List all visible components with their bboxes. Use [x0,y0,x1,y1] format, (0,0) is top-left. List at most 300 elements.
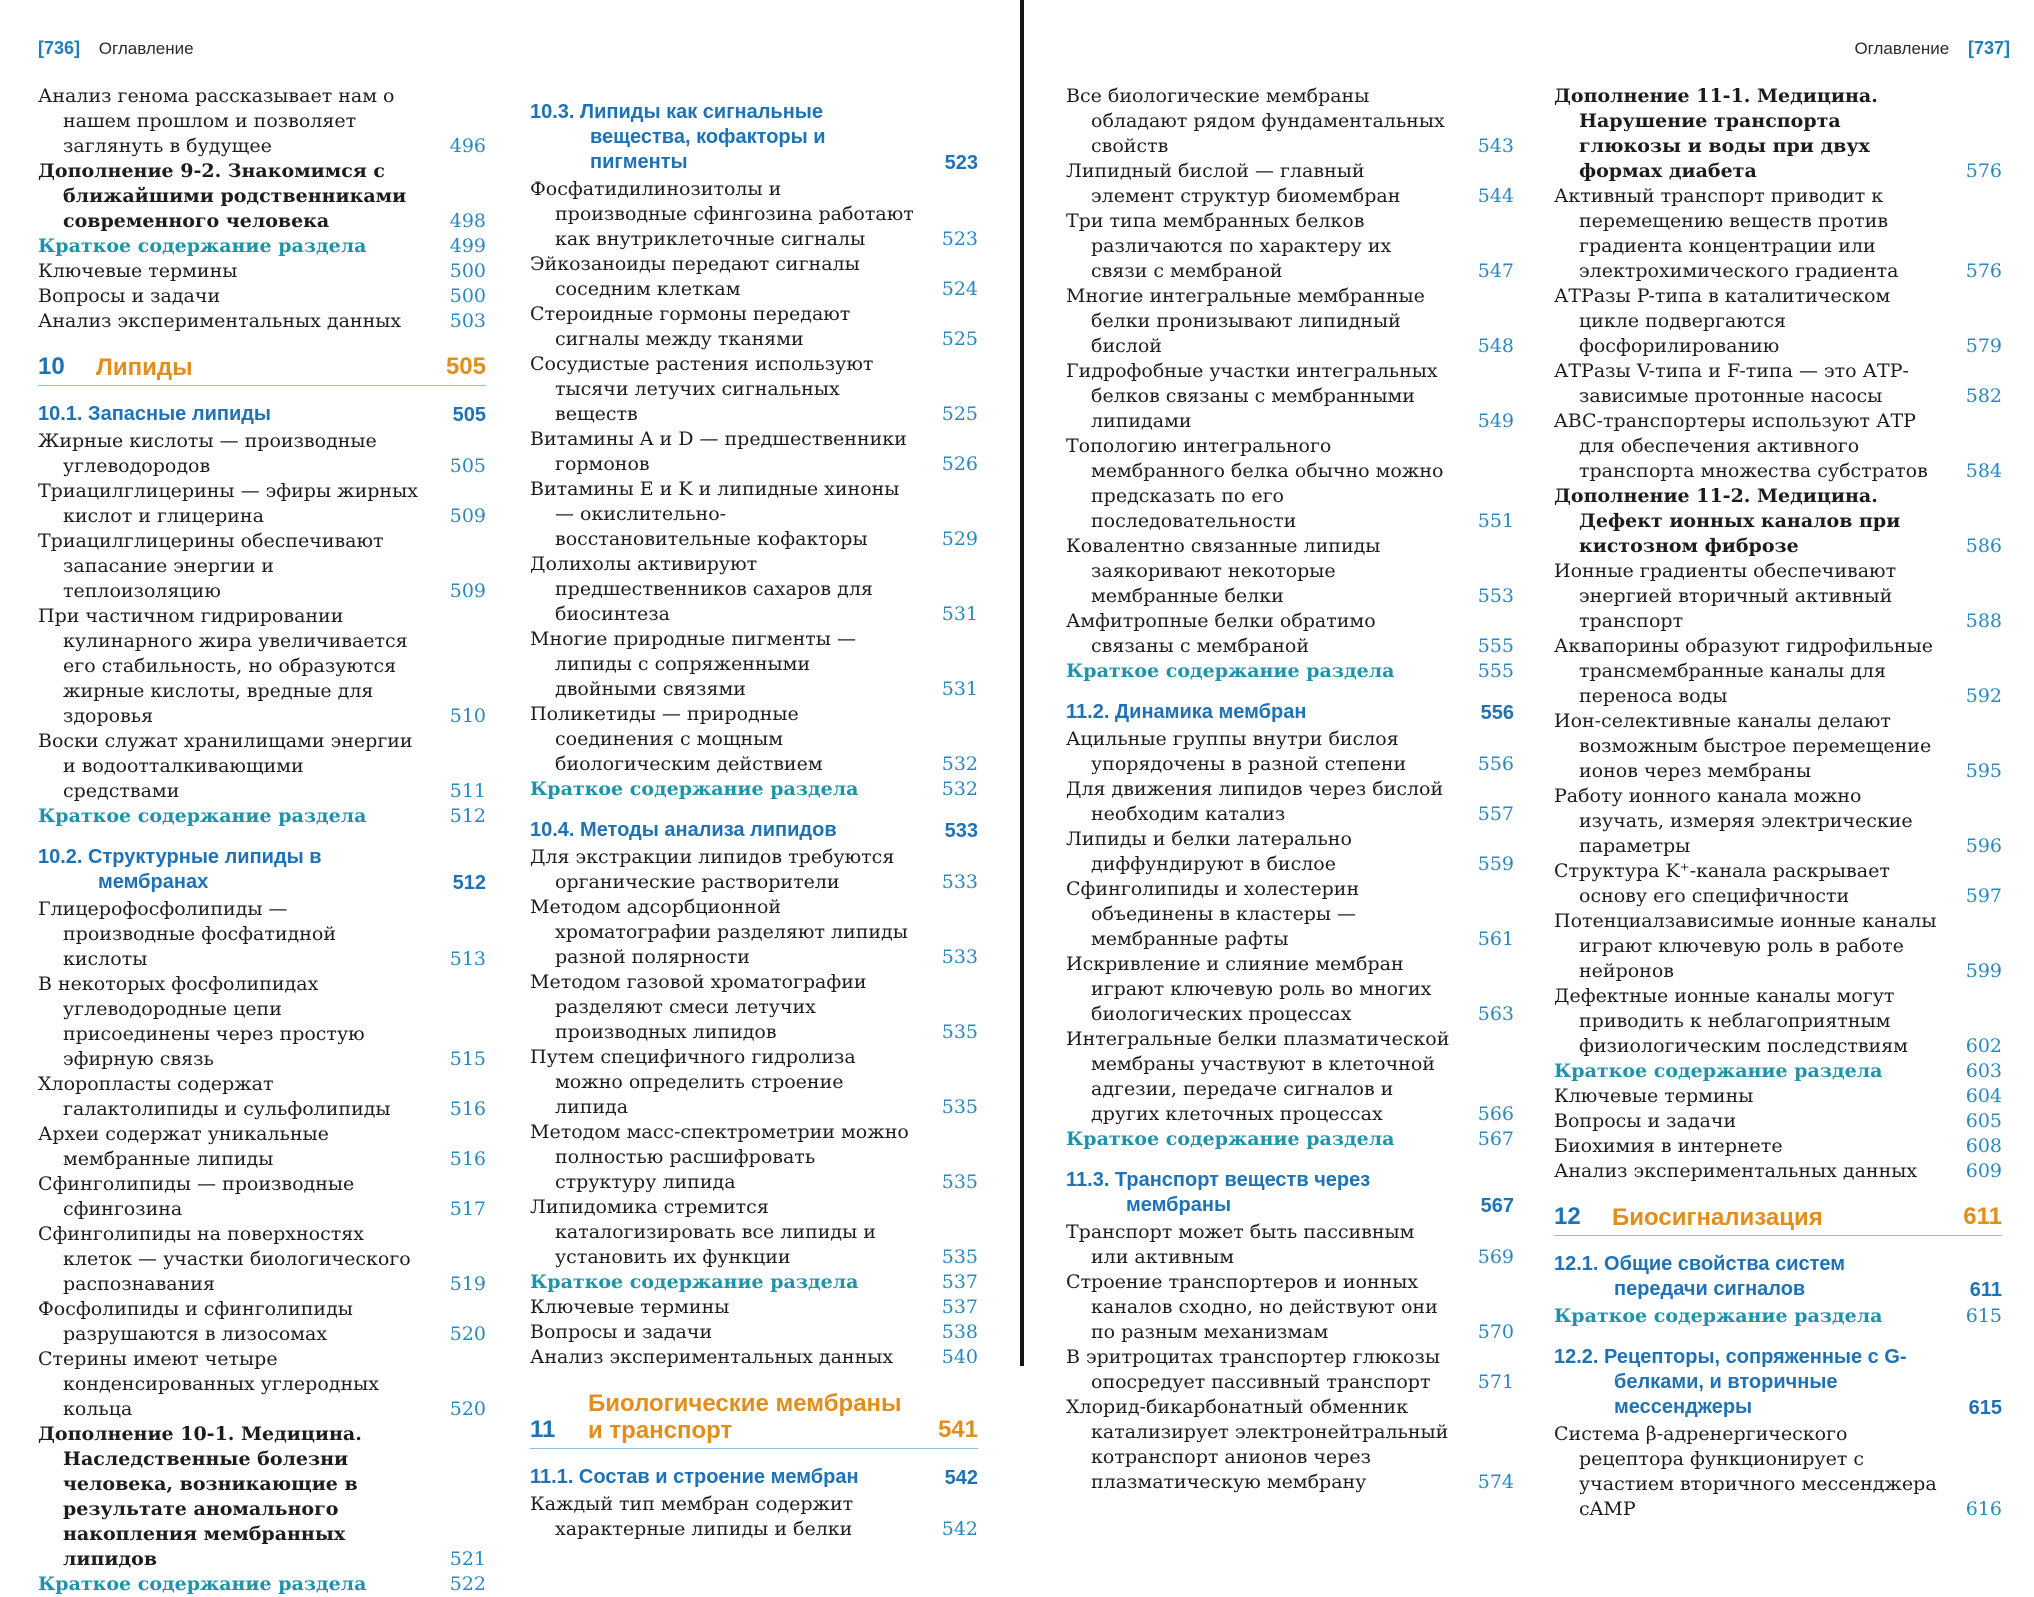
entry-title: Жирные кислоты — производные углеводородов [38,430,377,477]
entry-title: Витамины E и K и липидные хиноны — окислительно-восстановительные кофакторы [530,478,900,550]
page-ref: 542 [944,1467,978,1489]
section-heading [530,1465,978,1490]
entry-title: Три типа мембранных белков различаются по характеру их связи с мембраной [1066,210,1392,282]
toc-entry [38,309,486,334]
toc-column [38,84,486,1597]
toc-entry [1066,84,1514,159]
page-ref: 615 [1965,1305,2002,1327]
summary-entry [38,1572,486,1597]
toc-entry [1554,984,2002,1059]
toc-entry [1554,859,2002,909]
entry-title: Стероидные гормоны передают сигналы между тканями [530,303,851,350]
page-ref: 567 [1477,1128,1514,1150]
toc-entry [1066,209,1514,284]
toc-entry [1066,877,1514,952]
page-ref: 544 [1477,185,1514,207]
entry-title: Триацилглицерины — эфиры жирных кислот и глицерина [38,480,418,527]
summary-entry [1066,659,1514,684]
entry-title: Аквапорины образуют гидрофильные трансмембранные каналы для переноса воды [1554,635,1933,707]
page-ref: 516 [449,1098,486,1120]
toc-entry [530,845,978,895]
page-ref: 567 [1480,1195,1514,1217]
page-ref: 602 [1965,1035,2002,1057]
toc-entry [1554,1134,2002,1159]
toc-entry [530,552,978,627]
page-ref: 574 [1477,1471,1514,1493]
toc-entry [530,302,978,352]
page-ref: 510 [449,705,486,727]
toc-entry [530,477,978,552]
entry-title: Липиды и белки латерально диффундируют в бислое [1066,828,1352,875]
entry-title: Липидомика стремится каталогизировать все липиды и установить их функции [530,1196,876,1268]
page-ref: 532 [941,753,978,775]
page-ref: 570 [1477,1321,1514,1343]
page-ref: 517 [449,1198,486,1220]
toc-entry [38,897,486,972]
toc-entry [38,479,486,529]
section-title: 12.1. Общие свойства систем передачи сигналов [1554,1253,1846,1300]
section-title: 11.2. Динамика мембран [1066,701,1307,723]
toc-entry [38,1347,486,1422]
toc-entry [530,1120,978,1195]
entry-title: Анализ экспериментальных данных [1554,1160,1918,1182]
page-ref: 538 [941,1321,978,1343]
page-ref: 556 [1480,702,1514,724]
page-ref: 498 [449,210,486,232]
toc-entry [1066,534,1514,609]
chapter-number: 12 [1554,1203,1581,1230]
page-ref: 525 [941,403,978,425]
entry-title: Краткое содержание раздела [1066,1128,1395,1150]
page-ref: 533 [941,871,978,893]
toc-entry [530,1045,978,1120]
entry-title: Методом адсорбционной хроматографии разделяют липиды разной полярности [530,896,908,968]
toc-entry [1066,827,1514,877]
toc-entry [1554,709,2002,784]
entry-title: Стерины имеют четыре конденсированных углеродных кольца [38,1348,379,1420]
entry-title: Ковалентно связанные липиды заякоривают некоторые мембранные белки [1066,535,1381,607]
entry-title: Активный транспорт приводит к перемещению веществ против градиента концентрации или электрохимического градиента [1554,185,1899,282]
page-ref: 535 [941,1021,978,1043]
page-ref: 521 [449,1548,486,1570]
summary-entry [530,777,978,802]
toc-entry [530,702,978,777]
entry-title: Многие интегральные мембранные белки пронизывают липидный бислой [1066,285,1425,357]
page-ref: 537 [941,1296,978,1318]
entry-title: Гидрофобные участки интегральных белков связаны с мембранными липидами [1066,360,1438,432]
supplement-entry [1554,484,2002,559]
entry-title: Сосудистые растения используют тысячи летучих сигнальных веществ [530,353,874,425]
toc-entry [1554,559,2002,634]
page-ref: 516 [449,1148,486,1170]
toc-entry [38,529,486,604]
summary-entry [38,804,486,829]
toc-entry [1066,159,1514,209]
toc-entry [530,895,978,970]
entry-title: Сфинголипиды — производные сфингозина [38,1173,355,1220]
toc-entry [38,84,486,159]
toc-entry [1554,409,2002,484]
page-ref: 556 [1477,753,1514,775]
entry-title: Археи содержат уникальные мембранные липиды [38,1123,329,1170]
page-ref: 523 [941,228,978,250]
page-ref: 588 [1965,610,2002,632]
page-ref: 531 [941,678,978,700]
entry-title: Анализ генома рассказывает нам о нашем прошлом и позволяет заглянуть в будущее [38,85,395,157]
entry-title: Потенциалзависимые ионные каналы играют ключевую роль в работе нейронов [1554,910,1937,982]
entry-title: Дефектные ионные каналы могут приводить к неблагоприятным физиологическим последствиям [1554,985,1908,1057]
toc-entry [38,259,486,284]
entry-title: Для движения липидов через бислой необходим катализ [1066,778,1444,825]
entry-title: Сфинголипиды и холестерин объединены в кластеры — мембранные рафты [1066,878,1360,950]
toc-column [1554,84,2002,1522]
toc-entry [38,972,486,1072]
page-ref: 608 [1965,1135,2002,1157]
page-ref: 548 [1477,335,1514,357]
page-ref: 532 [941,778,978,800]
running-head-right [1854,38,2010,59]
entry-title: Дополнение 10-1. Медицина. Наследственные болезни человека, возникающие в результате аномального накопления мембранных липидов [38,1423,362,1570]
running-head-left [38,38,194,59]
summary-entry [1554,1304,2002,1329]
page-ref: 540 [941,1346,978,1368]
page-ref: 520 [449,1398,486,1420]
running-title: Оглавление [1854,39,1950,58]
entry-title: Методом газовой хроматографии разделяют смеси летучих производных липидов [530,971,867,1043]
toc-entry [530,1492,978,1542]
page-ref: 535 [941,1246,978,1268]
page-ref: 569 [1477,1246,1514,1268]
entry-title: Вопросы и задачи [530,1321,713,1343]
entry-title: Хлоропласты содержат галактолипиды и сульфолипиды [38,1073,391,1120]
page-ref: 500 [449,260,486,282]
page-ref: 596 [1965,835,2002,857]
section-heading [530,100,978,175]
page-ref: 505 [445,353,486,380]
entry-title: Многие природные пигменты — липиды с сопряженными двойными связями [530,628,856,700]
toc-entry [38,604,486,729]
page-ref: 559 [1477,853,1514,875]
entry-title: Глицерофосфолипиды — производные фосфатидной кислоты [38,898,336,970]
entry-title: Методом масс-спектрометрии можно полностью расшифровать структуру липида [530,1121,909,1193]
summary-entry [1554,1059,2002,1084]
toc-entry [1066,1027,1514,1127]
toc-entry [530,427,978,477]
toc-entry [38,429,486,479]
toc-entry [38,284,486,309]
page-ref: 526 [941,453,978,475]
right-page [1026,0,2034,1520]
page-ref: 523 [944,152,978,174]
chapter-title: Биосигнализация [1612,1204,1823,1231]
page-ref: 512 [452,872,486,894]
entry-title: Биохимия в интернете [1554,1135,1783,1157]
toc-entry [1066,777,1514,827]
entry-title: Сфинголипиды на поверхностях клеток — участки биологического распознавания [38,1223,411,1295]
section-title: 11.3. Транспорт веществ через мембраны [1066,1169,1371,1216]
page-ref: 500 [449,285,486,307]
entry-title: Транспорт может быть пассивным или активным [1066,1221,1415,1268]
entry-title: Каждый тип мембран содержит характерные липиды и белки [530,1493,854,1540]
toc-entry [530,1195,978,1270]
entry-title: Строение транспортеров и ионных каналов сходно, но действуют они по разным механизмам [1066,1271,1438,1343]
page-ref: 547 [1477,260,1514,282]
toc-entry [530,177,978,252]
supplement-entry [38,1422,486,1572]
entry-title: Анализ экспериментальных данных [38,310,402,332]
chapter-heading [1554,1204,2002,1236]
page-ref: 533 [944,820,978,842]
entry-title: Краткое содержание раздела [1066,660,1395,682]
chapter-title: Биологические мембраны и транспорт [588,1390,902,1444]
page-ref: 520 [449,1323,486,1345]
entry-title: Топологию интегрального мембранного белка обычно можно предсказать по его последовательности [1066,435,1444,532]
page-ref: 563 [1477,1003,1514,1025]
toc-entry [38,1172,486,1222]
entry-title: Краткое содержание раздела [1554,1305,1883,1327]
toc-entry [1554,284,2002,359]
entry-title: Работу ионного канала можно изучать, измеряя электрические параметры [1554,785,1913,857]
page-ref: 509 [449,505,486,527]
entry-title: Витамины A и D — предшественники гормонов [530,428,907,475]
page-ref: 519 [449,1273,486,1295]
entry-title: Дополнение 11-2. Медицина. Дефект ионных каналов при кистозном фиброзе [1554,485,1901,557]
toc-entry [530,1295,978,1320]
entry-title: Все биологические мембраны обладают рядом фундаментальных свойств [1066,85,1445,157]
entry-title: АТРазы V-типа и F-типа — это АТР-зависимые протонные насосы [1554,360,1909,407]
toc-entry [1554,1084,2002,1109]
entry-title: Хлорид-бикарбонатный обменник катализирует электронейтральный котранспорт анионов через плазматическую мембрану [1066,1396,1449,1493]
entry-title: В эритроцитах транспортер глюкозы опосредует пассивный транспорт [1066,1346,1440,1393]
toc-entry [38,1072,486,1122]
toc-entry [1066,1220,1514,1270]
toc-entry [530,1320,978,1345]
section-title: 11.1. Состав и строение мембран [530,1466,859,1488]
section-heading [530,818,978,843]
page-ref: 533 [941,946,978,968]
toc-entry [530,1345,978,1370]
page-ref: 549 [1477,410,1514,432]
entry-title: Воски служат хранилищами энергии и водоотталкивающими средствами [38,730,413,802]
page-ref: 557 [1477,803,1514,825]
page-ref: 599 [1965,960,2002,982]
page-ref: 512 [449,805,486,827]
page-ref: 535 [941,1096,978,1118]
page-ref: 584 [1965,460,2002,482]
toc-entry [1554,1159,2002,1184]
entry-title: Краткое содержание раздела [38,805,367,827]
section-title: 10.1. Запасные липиды [38,403,272,425]
page-ref: 531 [941,603,978,625]
entry-title: Анализ экспериментальных данных [530,1346,894,1368]
page-ref: 609 [1965,1160,2002,1182]
toc-entry [1066,952,1514,1027]
entry-title: Фосфатидилинозитолы и производные сфингозина работают как внутриклеточные сигналы [530,178,914,250]
page-ref: 582 [1965,385,2002,407]
section-title: 10.2. Структурные липиды в мембранах [38,846,322,893]
entry-title: Краткое содержание раздела [38,235,367,257]
toc-column [1066,84,1514,1495]
section-title: 10.3. Липиды как сигнальные вещества, кофакторы и пигменты [530,101,826,173]
page-ref: 576 [1965,160,2002,182]
toc-entry [1554,359,2002,409]
entry-title: Ацильные группы внутри бислоя упорядочены в разной степени [1066,728,1407,775]
page-ref: 586 [1965,535,2002,557]
chapter-heading [38,354,486,386]
entry-title: Долихолы активируют предшественников сахаров для биосинтеза [530,553,873,625]
page-ref: 499 [449,235,486,257]
entry-title: Амфитропные белки обратимо связаны с мембраной [1066,610,1376,657]
page-ref: 551 [1477,510,1514,532]
toc-entry [1554,184,2002,284]
page-ref: 576 [1965,260,2002,282]
page-ref: 522 [449,1573,486,1595]
page-ref: 595 [1965,760,2002,782]
entry-title: Краткое содержание раздела [530,1271,859,1293]
entry-title: Вопросы и задачи [38,285,221,307]
page-ref: 505 [452,404,486,426]
chapter-heading [530,1390,978,1449]
section-heading [1066,1168,1514,1218]
toc-entry [38,1297,486,1347]
page-ref: 529 [941,528,978,550]
toc-entry [1554,1422,2002,1522]
section-heading [38,402,486,427]
entry-title: При частичном гидрировании кулинарного жира увеличивается его стабильность, но образуются жирные кислоты, вредные для здоровья [38,605,408,727]
toc-entry [1066,1270,1514,1345]
page-ref: 597 [1965,885,2002,907]
summary-entry [38,234,486,259]
entry-title: Краткое содержание раздела [1554,1060,1883,1082]
page-ref: 561 [1477,928,1514,950]
page-ref: 515 [449,1048,486,1070]
page-ref: 543 [1477,135,1514,157]
toc-entry [1554,634,2002,709]
entry-title: В некоторых фосфолипидах углеводородные цепи присоединены через простую эфирную связь [38,973,365,1070]
page-ref: 555 [1477,635,1514,657]
toc-entry [1066,359,1514,434]
page-ref: 524 [941,278,978,300]
entry-title: Структура K⁺-канала раскрывает основу его специфичности [1554,860,1890,907]
running-title: Оглавление [98,39,194,58]
page-ref: 525 [941,328,978,350]
chapter-number: 11 [530,1416,556,1443]
page-number: [736] [38,38,81,58]
page-ref: 603 [1965,1060,2002,1082]
section-title: 10.4. Методы анализа липидов [530,819,837,841]
section-heading [1554,1345,2002,1420]
toc-entry [38,1122,486,1172]
entry-title: Дополнение 9-2. Знакомимся с ближайшими родственниками современного человека [38,160,407,232]
page-ref: 571 [1477,1371,1514,1393]
chapter-number: 10 [38,353,65,380]
page-ref: 496 [449,135,486,157]
entry-title: Интегральные белки плазматической мембраны участвуют в клеточной адгезии, передаче сигналов и других клеточных процессах [1066,1028,1450,1125]
chapter-title: Липиды [96,354,193,381]
entry-title: Ключевые термины [38,260,238,282]
page-ref: 604 [1965,1085,2002,1107]
page-ref: 566 [1477,1103,1514,1125]
entry-title: АТРазы P-типа в каталитическом цикле подвергаются фосфорилированию [1554,285,1891,357]
toc-entry [38,729,486,804]
page-ref: 615 [1968,1397,2002,1419]
entry-title: Для экстракции липидов требуются органические растворители [530,846,895,893]
section-heading [1066,700,1514,725]
entry-title: Липидный бислой — главный элемент структур биомембран [1066,160,1401,207]
entry-title: Дополнение 11-1. Медицина. Нарушение транспорта глюкозы и воды при двух формах диабета [1554,85,1878,182]
toc-entry [1066,1345,1514,1395]
toc-entry [1554,909,2002,984]
page-ref: 592 [1965,685,2002,707]
entry-title: Ион-селективные каналы делают возможным быстрое перемещение ионов через мембраны [1554,710,1932,782]
toc-column [530,84,978,1542]
entry-title: Триацилглицерины обеспечивают запасание энергии и теплоизоляцию [38,530,384,602]
page-ref: 542 [941,1518,978,1540]
toc-entry [1554,1109,2002,1134]
toc-entry [1066,727,1514,777]
page-ref: 611 [1963,1203,2002,1230]
toc-entry [530,352,978,427]
entry-title: ABC-транспортеры используют АТР для обеспечения активного транспорта множества субстратов [1554,410,1928,482]
entry-title: Искривление и слияние мембран играют ключевую роль во многих биологических процессах [1066,953,1432,1025]
entry-title: Эйкозаноиды передают сигналы соседним клеткам [530,253,860,300]
supplement-entry [1554,84,2002,184]
entry-title: Система β-адренергического рецептора функционирует с участием вторичного мессенджера cAMP [1554,1423,1937,1520]
entry-title: Путем специфичного гидролиза можно определить строение липида [530,1046,856,1118]
page-ref: 535 [941,1171,978,1193]
entry-title: Ключевые термины [530,1296,730,1318]
page-ref: 555 [1477,660,1514,682]
page-ref: 611 [1969,1279,2002,1301]
page-ref: 579 [1965,335,2002,357]
section-heading [38,845,486,895]
page-ref: 511 [449,780,486,802]
toc-entry [530,970,978,1045]
page-ref: 605 [1965,1110,2002,1132]
page-ref: 616 [1965,1498,2002,1520]
toc-entry [38,1222,486,1297]
entry-title: Краткое содержание раздела [530,778,859,800]
summary-entry [530,1270,978,1295]
toc-entry [1066,284,1514,359]
book-spine [1020,0,1024,1366]
summary-entry [1066,1127,1514,1152]
entry-title: Фосфолипиды и сфинголипиды разрушаются в лизосомах [38,1298,353,1345]
page-ref: 503 [449,310,486,332]
section-title: 12.2. Рецепторы, сопряженные с G-белками, и вторичные мессенджеры [1554,1346,1907,1418]
page-ref: 537 [941,1271,978,1293]
entry-title: Поликетиды — природные соединения с мощным биологическим действием [530,703,823,775]
toc-entry [1554,784,2002,859]
page-ref: 505 [449,455,486,477]
entry-title: Краткое содержание раздела [38,1573,367,1595]
page-number: [737] [1967,38,2010,58]
toc-entry [1066,434,1514,534]
page-ref: 509 [449,580,486,602]
page-ref: 553 [1477,585,1514,607]
page-ref: 541 [937,1416,978,1443]
page-ref: 513 [449,948,486,970]
toc-entry [530,627,978,702]
toc-entry [530,252,978,302]
entry-title: Ионные градиенты обеспечивают энергией вторичный активный транспорт [1554,560,1897,632]
entry-title: Ключевые термины [1554,1085,1754,1107]
supplement-entry [38,159,486,234]
toc-entry [1066,1395,1514,1495]
entry-title: Вопросы и задачи [1554,1110,1737,1132]
toc-entry [1066,609,1514,659]
section-heading [1554,1252,2002,1302]
